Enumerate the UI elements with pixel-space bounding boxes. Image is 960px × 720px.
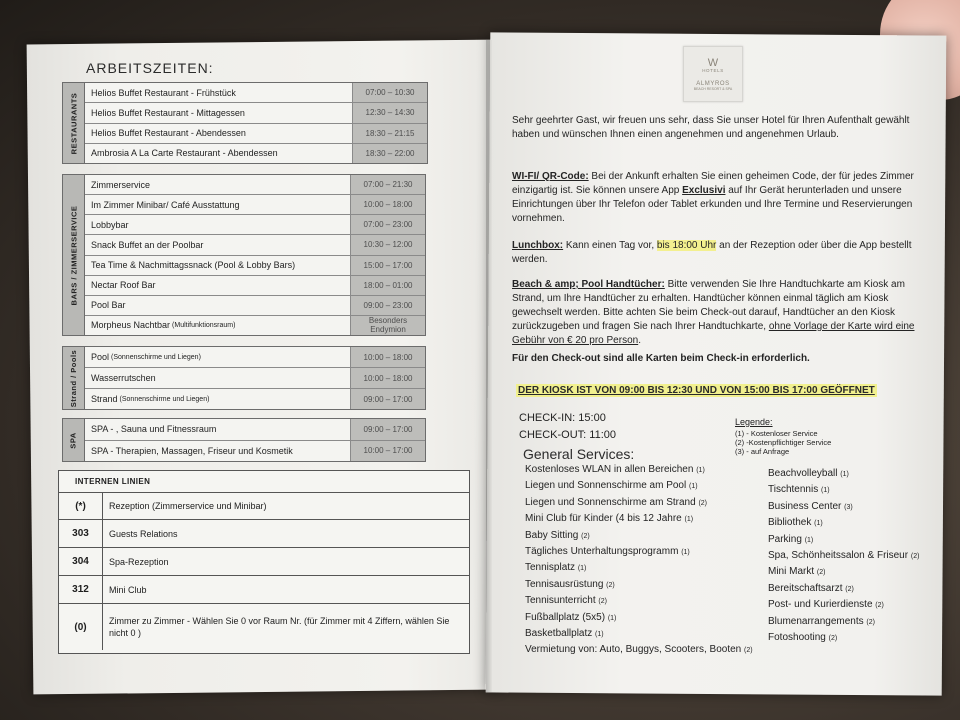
checkin-time: CHECK-IN: 15:00 [519,412,606,424]
schedule-row-name: Helios Buffet Restaurant - Abendessen [85,124,353,143]
spa-side-label: SPA [63,419,85,461]
schedule-row-time: 07:00 – 10:30 [353,83,427,102]
internal-line-desc: Zimmer zu Zimmer - Wählen Sie 0 vor Raum Nr. (für Zimmer mit 4 Ziffern, wählen Sie nicht 0 ) [109,616,450,638]
schedule-row-time: 18:30 – 22:00 [353,144,427,163]
towel-label: Beach & amp; Pool Handtücher: [512,279,665,290]
checkout-time: CHECK-OUT: 11:00 [519,429,616,441]
internal-line-code: (0) [59,604,103,650]
logo-mark: W [707,56,719,69]
schedule-row-name: Wasserrutschen [85,368,351,388]
schedule-row [85,235,425,255]
legend [735,418,831,456]
towel-underline: ohne Vorlage der Karte wird eine Gebühr von € 20 pro Person [512,321,915,346]
service-item: Fußballplatz (5x5) (1) [525,611,617,623]
internal-line-row [59,520,469,548]
internal-line-desc: Mini Club [109,584,147,595]
kiosk-hours: DER KIOSK IST VON 09:00 BIS 12:30 UND VON 15:00 BIS 17:00 GEÖFFNET [518,385,875,396]
spa-block [62,418,426,462]
internal-line-row [59,576,469,604]
schedule-row-name: Helios Buffet Restaurant - Mittagessen [85,103,353,122]
schedule-row [85,83,427,103]
schedule-row [85,368,425,389]
internal-lines-heading: INTERNEN LINIEN [59,471,469,493]
service-item: Parking (1) [768,533,814,545]
logo-line1: HOTELS [702,67,724,73]
schedule-row-name: Tea Time & Nachmittagssnack (Pool & Lobby Bars) [85,256,351,275]
intro-paragraph: Sehr geehrter Gast, wir freuen uns sehr, dass Sie unser Hotel für Ihren Aufenthalt gewählt haben und wünschen Ihnen einen angenehmen und angenehmen Urlaub. [512,115,910,140]
schedule-row-name: Lobbybar [85,215,351,234]
strand-side-label: Strand / Pools [63,347,85,409]
towel-text-1: Bitte verwenden Sie Ihre Handtuchkarte am Kiosk am Strand, um Ihre Handtücher zu erhalten. Handtücher können einmal täglich am Kiosk gewechselt werden. Bitte achten Sie beim Check-out darauf, Handtücher an den Kiosk zurückzugeben und fragen Sie nach Ihrer Handtuchkarte, [512,279,905,332]
schedule-row [85,316,425,335]
bars-block [62,174,426,336]
services-right-column [768,466,938,646]
service-item: Tägliches Unterhaltungsprogramm (1) [525,546,690,558]
schedule-row-name: SPA - , Sauna und Fitnessraum [85,419,351,440]
internal-line-desc: Rezeption (Zimmerservice und Minibar) [109,501,267,511]
internal-line-row [59,604,469,650]
towel-text-2: . [638,335,641,346]
strand-block [62,346,426,410]
schedule-row-name: Helios Buffet Restaurant - Frühstück [85,83,353,102]
service-item: Tennisunterricht (2) [525,595,607,607]
schedule-row [85,103,427,123]
legend-item: (2) -Kostenpflichtiger Service [735,438,832,447]
schedule-row-time: Besonders Endymion [351,316,425,335]
schedule-row-name: Snack Buffet an der Poolbar [85,235,351,254]
lunchbox-highlight: bis 18:00 Uhr [656,240,717,251]
schedule-row [85,144,427,163]
schedule-row-time: 18:30 – 21:15 [353,124,427,143]
schedule-row [85,419,425,441]
schedule-row [85,389,425,409]
service-item: Business Center (3) [768,500,853,512]
schedule-row [85,441,425,462]
lunchbox-paragraph [512,239,932,267]
schedule-row [85,296,425,316]
service-item: Post- und Kurierdienste (2) [768,599,884,611]
service-item: Mini Markt (2) [768,566,826,578]
internal-line-code: 312 [59,576,103,603]
service-item: Tennisplatz (1) [525,562,587,574]
internal-lines-table [58,470,470,654]
service-item: Bereitschaftsarzt (2) [768,582,854,594]
lunchbox-label: Lunchbox: [512,240,564,251]
schedule-row-time: 09:00 – 17:00 [351,389,425,409]
schedule-row-time: 10:00 – 18:00 [351,347,425,367]
internal-line-desc: Guests Relations [109,528,178,539]
service-item: Fotoshooting (2) [768,632,838,644]
schedule-row-name: SPA - Therapien, Massagen, Friseur und Kosmetik [85,441,351,462]
schedule-row-time: 10:30 – 12:00 [351,235,425,254]
service-item: Mini Club für Kinder (4 bis 12 Jahre (1) [525,513,694,525]
service-item: Beachvolleyball (1) [768,468,849,479]
lunchbox-text-2: an der Rezeption oder über die App bestellt werden. [512,240,912,265]
legend-item: (1) - Kostenloser Service [735,429,818,438]
service-item: Tennisausrüstung (2) [525,578,615,590]
internal-line-row [59,548,469,576]
schedule-row-time: 10:00 – 17:00 [351,441,425,462]
schedule-row [85,124,427,144]
hotel-logo [683,46,743,102]
wifi-text-1: Bei der Ankunft erhalten Sie einen geheimen Code, der für jedes Zimmer einzigartig ist. Sie können unsere App [512,171,914,196]
lunchbox-text-1: Kann einen Tag vor, [563,240,657,251]
service-item: Liegen und Sonnenschirme am Strand (2) [525,496,708,508]
schedule-row-name: Pool (Sonnenschirme und Liegen) [85,347,351,367]
schedule-row [85,276,425,296]
service-item: Bibliothek (1) [768,517,823,529]
restaurants-rows [85,83,427,163]
logo-line2: ALMYROS [696,80,730,87]
service-item: Kostenloses WLAN in allen Bereichen (1) [525,464,705,475]
schedule-row [85,175,425,195]
wifi-app-name: Exclusivi [682,185,726,196]
service-item: Blumenarrangements (2) [768,615,875,627]
schedule-row-time: 07:00 – 21:30 [351,175,425,194]
bars-side-label: BARS / ZIMMERSERVICE [63,175,85,335]
schedule-row-name: Zimmerservice [85,175,351,194]
internal-line-code: 304 [59,548,103,575]
wifi-paragraph [512,170,932,226]
schedule-row-name: Pool Bar [85,296,351,315]
bars-rows [85,175,425,335]
schedule-title: ARBEITSZEITEN: [86,60,214,76]
schedule-row [85,195,425,215]
service-item: Vermietung von: Auto, Buggys, Scooters, Booten (2) [525,644,753,656]
schedule-row [85,215,425,235]
legend-item: (3) - auf Anfrage [735,447,790,456]
towel-paragraph [512,278,932,348]
restaurants-side-label: RESTAURANTS [63,83,85,163]
wifi-text-2: auf Ihr Gerät herunterladen und unsere Einrichtungen über Ihr Telefon oder Tablet erkunden und Ihre Termine und Reservierungen vornehmen. [512,185,913,224]
internal-line-desc: Spa-Rezeption [109,556,169,567]
internal-line-code: 303 [59,520,103,547]
schedule-row-name: Im Zimmer Minibar/ Café Ausstattung [85,195,351,214]
logo-line3: BEACH RESORT & SPA [693,86,733,91]
service-item: Spa, Schönheitssalon & Friseur (2) [768,550,920,562]
schedule-row [85,256,425,276]
schedule-row-name: Ambrosia A La Carte Restaurant - Abendessen [85,144,353,163]
cards-note: Für den Check-out sind alle Karten beim Check-in erforderlich. [512,353,810,364]
service-item: Liegen und Sonnenschirme am Pool (1) [525,480,698,492]
schedule-row-time: 15:00 – 17:00 [351,256,425,275]
schedule-row-name: Strand (Sonnenschirme und Liegen) [85,389,351,409]
schedule-row [85,347,425,368]
service-item: Baby Sitting (2) [525,529,590,541]
schedule-row-time: 12:30 – 14:30 [353,103,427,122]
internal-line-row [59,493,469,520]
general-services-title: General Services: [523,446,635,462]
internal-lines-rows [59,493,469,650]
schedule-row-time: 07:00 – 23:00 [351,215,425,234]
services-left-column [525,462,775,659]
schedule-row-time: 10:00 – 18:00 [351,368,425,388]
schedule-row-time: 10:00 – 18:00 [351,195,425,214]
schedule-row-time: 09:00 – 17:00 [351,419,425,440]
internal-line-code: (*) [59,493,103,519]
restaurants-block [62,82,428,164]
service-item: Basketballplatz (1) [525,628,604,640]
spa-rows [85,419,425,461]
wifi-label: WI-FI/ QR-Code: [512,171,589,182]
strand-rows [85,347,425,409]
service-item: Tischtennis (1) [768,484,830,496]
page-fold [486,40,492,692]
schedule-row-time: 18:00 – 01:00 [351,276,425,295]
schedule-row-time: 09:00 – 23:00 [351,296,425,315]
legend-title: Legende: [735,417,773,427]
schedule-row-name: Morpheus Nachtbar (Multifunktionsraum) [85,316,351,335]
schedule-row-name: Nectar Roof Bar [85,276,351,295]
